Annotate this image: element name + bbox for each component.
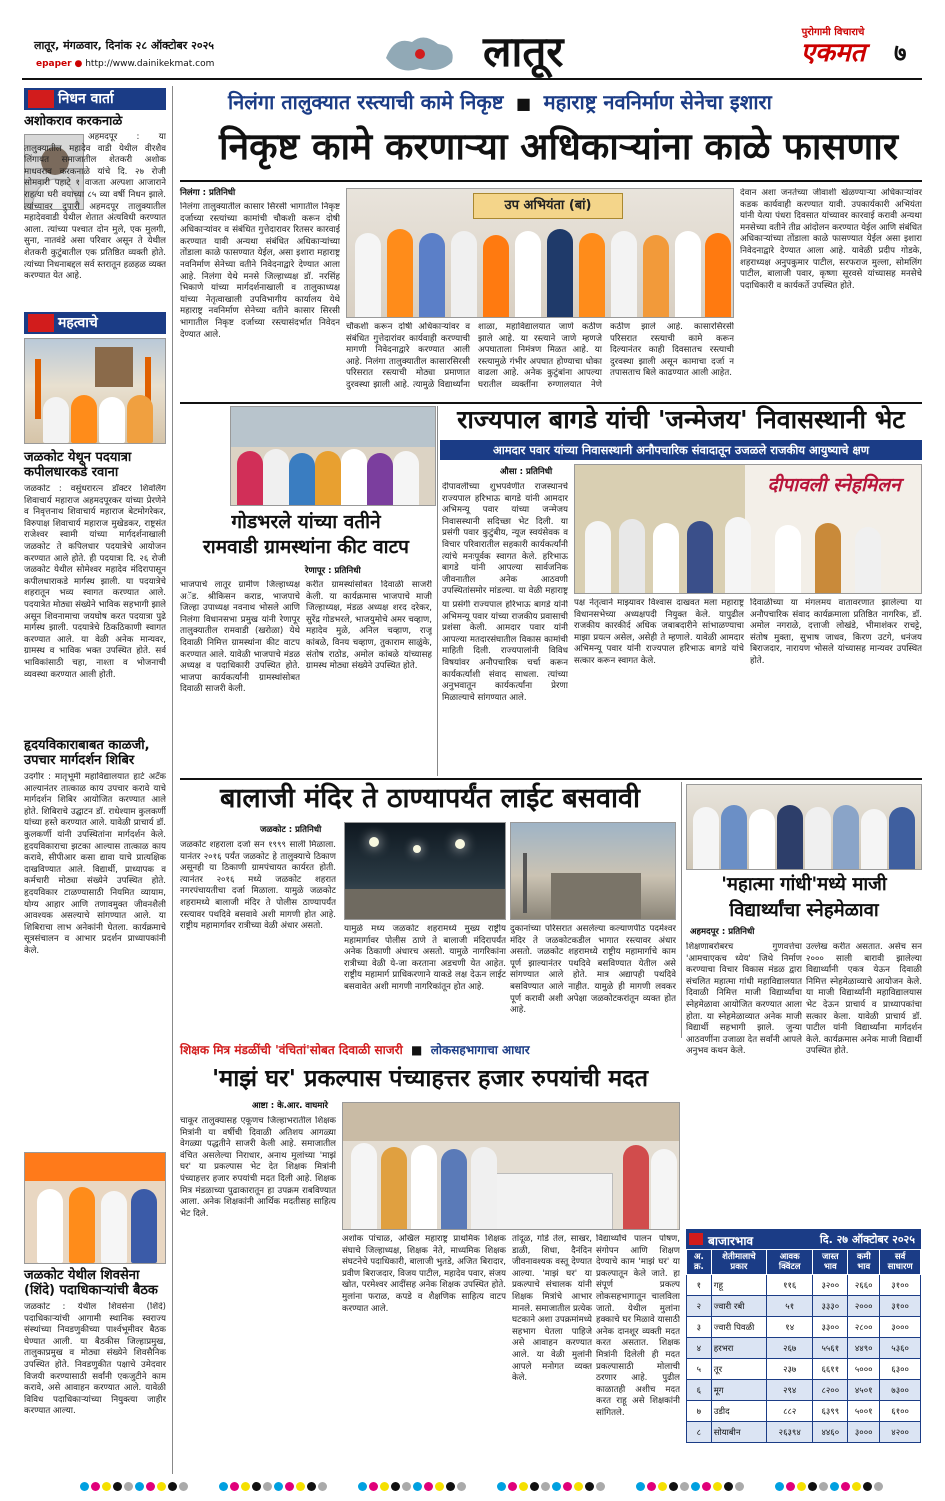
color-bar-dot (241, 1482, 250, 1491)
color-bar-dot (157, 1482, 166, 1491)
color-bar-dot (124, 1482, 133, 1491)
market-cell: ४ (687, 1338, 712, 1359)
color-bar-dot (519, 1482, 528, 1491)
color-bar-dot (274, 1482, 283, 1491)
market-cell: हरभरा (711, 1338, 766, 1359)
obit-section-header: निधन वार्ता (24, 88, 166, 110)
market-cell: ६ (687, 1380, 712, 1401)
section-badge-icon (28, 314, 54, 332)
market-rates-box (686, 1229, 921, 1443)
market-cell: १ (687, 1275, 712, 1296)
header-epaper[interactable] (36, 59, 214, 69)
market-cell: ३३०० (813, 1317, 848, 1338)
market-cell: ३००० (880, 1317, 921, 1338)
color-bar-dot (508, 1482, 517, 1491)
ramwadi-text-col2: करीत ग्रामस्थांसोबत दिवाळी साजरी केली. या कार्यक्रमास भाजपाचे माजी जिल्हाध्यक्ष, मंडळ अध्यक्ष शरद दरेकर, सुरेंद्र गोडभरले, भाजयुमोचे अमर चव्हाण, महादेव मुळे, अनिल चव्हाण, राजू कांबळे, विनय चव्हाण, तुकाराम साळुंके, संतोष राठोड, अमोल कांबळे यांच्यासह ग्रामस्थ मोठ्या संख्येने उपस्थित होते. (306, 580, 432, 672)
header-date: लातूर, मंगळवार, दिनांक २८ ऑक्टोबर २०२५ (34, 39, 215, 52)
ramwadi-photo (230, 406, 436, 506)
market-col-header: शेतीमालाचे प्रकार (711, 1250, 766, 1275)
gandhi-text-col2: उल्लेख करीत असतात. असेच सन २००० साली बारावी झालेल्या विद्यार्थ्यांनी एकत्र येऊन दिवाळी निमित्त स्नेहमेळाव्याचे आयोजन केले. या माजी विद्यार्थ्यांनी महाविद्यालयास भेट देऊन प्राचार्य व प्राध्यापकांचा सत्कार केला. यावेळी प्राचार्य डॉ. पाटील यांनी विद्यार्थ्यांना मार्गदर्शन केले. कार्यक्रमास अनेक माजी विद्यार्थी उपस्थित होते. (806, 942, 922, 1057)
lead-kicker: निलंगा तालुक्यात रस्त्याची कामे निकृष्ट ■ महाराष्ट्र नवनिर्माण सेनेचा इशारा (228, 90, 772, 114)
color-bar-dot (797, 1482, 806, 1491)
section-badge-icon (28, 90, 54, 108)
map-ornament-icon (380, 28, 460, 78)
mid-divider (437, 406, 438, 776)
market-cell: ८८२ (767, 1401, 813, 1422)
lead-headline: निकृष्ट कामे करणाऱ्या अधिकाऱ्यांना काळे फासणार (219, 125, 898, 168)
color-bar-dot (819, 1482, 828, 1491)
color-bar-dot (552, 1482, 561, 1491)
market-cell: सोयाबीन (711, 1422, 766, 1443)
section-badge-icon (689, 1233, 703, 1245)
color-bar-dot (179, 1482, 188, 1491)
market-cell: ८ (687, 1422, 712, 1443)
color-bar-dot (457, 1482, 466, 1491)
market-cell: ५३६० (880, 1338, 921, 1359)
story2-headline: हृदयविकाराबाबत काळजी, उपचार मार्गदर्शन शिबिर (24, 738, 150, 768)
color-bar-dot (541, 1482, 550, 1491)
governor-byline: औसा : प्रतिनिधी (500, 467, 553, 477)
story2-text: उदगीर : मातृभूमी महाविद्यालयात हार्ट अटॅक आल्यानंतर तात्काळ काय उपचार करावे याचे मार्गदर्शन शिबिर आयोजित करण्यात आले होते. शिबिराचे उद्घाटन डॉ. राधेश्याम कुलकर्णी यांच्या हस्ते करण्यात आले. यावेळी प्राचार्य डॉ. कुलकर्णी यांनी उपस्थितांना मार्गदर्शन केले. हृदयविकाराचा झटका आल्यास तात्काळ काय करावे, सीपीआर कसा द्यावा याचे प्रात्यक्षिक दाखविण्यात आले. विद्यार्थी, प्राध्यापक व कर्मचारी मोठ्या संख्येने उपस्थित होते. हृदयविकार टाळण्यासाठी नियमित व्यायाम, योग्य आहार आणि तणावमुक्त जीवनशैली आवश्यक असल्याचे सांगण्यात आले. या शिबिराचा लाभ अनेकांनी घेतला. कार्यक्रमाचे सूत्रसंचालन व आभार प्रदर्शन प्राध्यापकांनी केले. (24, 772, 166, 956)
epaper-url[interactable]: http://www.dainikekmat.com (85, 59, 215, 69)
color-bar-dot (135, 1482, 144, 1491)
market-cell: २ (687, 1296, 712, 1317)
market-header: बाजारभाव दि. २७ ऑक्टोबर २०२५ (686, 1229, 921, 1249)
governor-subhead: आमदार पवार यांच्या निवासस्थानी अनौपचारिक संवादातून उजळले राजकीय आयुष्याचे क्षण (440, 440, 922, 460)
governor-text-col2: या प्रसंगी राज्यपाल हरिभाऊ बागडे यांनी अभिमन्यू पवार यांच्या राजकीय प्रवासाची प्रशंसा केली. आमदार पवार यांनी आपल्या मतदारसंघातील विकास कामांची माहिती दिली. राज्यपालांनी विविध विषयांवर अनौपचारिक चर्चा करून कार्यकर्त्यांशी संवाद साधला. त्यांच्या अनुभवातून कार्यकर्त्यांना प्रेरणा मिळाल्याचे सांगण्यात आले. (442, 600, 568, 703)
maza-ghar-text-col1: चाकूर तालुक्यासह एकूणच जिल्हाभरातील शिक्षक मित्रांनी या वर्षीची दिवाळी अतिशय आगळ्या वेगळ्या पद्धतीने साजरी केली आहे. समाजातील वंचित असलेल्या निराधार, अनाथ मुलांच्या 'माझं घर' या प्रकल्पास भेट देत शिक्षक मित्रांनी पंच्याहत्तर हजार रुपयांची मदत दिली आहे. शिक्षक मित्र मंडळाच्या पुढाकारातून हा उपक्रम राबविण्यात आला. अनेक शिक्षकांनी आर्थिक मदतीसह साहित्य भेट दिले. (180, 1116, 336, 1219)
color-bar-dot (263, 1482, 272, 1491)
market-table (686, 1249, 921, 1443)
page-city-title: लातूर (483, 27, 564, 76)
market-cell: ३००० (848, 1422, 880, 1443)
color-bar-dot (841, 1482, 850, 1491)
lead-photo (346, 188, 734, 318)
color-bar-dot (680, 1482, 689, 1491)
color-bar-dot (830, 1482, 839, 1491)
lead-text-right: देवान अशा जनतेच्या जीवाशी खेळण्याऱ्या अधिकाऱ्यांवर कडक कार्यवाही करण्यात यावी. उपकार्यकारी अभियंता यांनी येत्या पंधरा दिवसात यांच्यावर कारवाई करावी अन्यथा मनसेच्या वतीने तीव्र आंदोलन करण्यात येईल आणि संबंधित अधिकाऱ्यांच्या तोंडाला काळे फासण्यात येईल असा इशारा निवेदनाद्वारे देण्यात आला आहे. यावेळी प्रदीप गोडके, शहराध्यक्ष अनुपकुमार पाटील, सरफराज मुल्ला, सोमलिंग पाटील, बालाजी पवार, कृष्णा सूरवसे यांच्यासह मनसेचे पदाधिकारी व कार्यकर्ते उपस्थित होते. (740, 188, 922, 291)
color-bar-dot (658, 1482, 667, 1491)
market-cell: ६३०० (880, 1359, 921, 1380)
market-col-header: सर्व साधारण (880, 1250, 921, 1275)
photo-banner: उप अभियंता (बां) (473, 193, 623, 219)
ramwadi-text-col1: भाजपाचे लातूर ग्रामीण जिल्हाध्यक्ष अॅड. श्रीकिसन कराड, भाजपाचे जिल्हा उपाध्यक्ष नवनाथ भोसले आणि निलंगा विधानसभा प्रमुख यांनी रेणापूर तालुक्यातील रामवाडी (खरोळा) येथे दिवाळी निमित्त ग्रामस्थांना कीट वाटप करण्यात आले. यावेळी भाजपाचे मंडळ अध्यक्ष व पदाधिकारी उपस्थित होते. भाजपा कार्यकर्त्यांनी ग्रामस्थांसोबत दिवाळी साजरी केली. (180, 580, 300, 695)
market-cell: २९४ (767, 1380, 813, 1401)
color-bar-dot (424, 1482, 433, 1491)
market-cell: गहू (711, 1275, 766, 1296)
market-cell: मूग (711, 1380, 766, 1401)
color-bar-dot (669, 1482, 678, 1491)
balaji-text-col3: दुकानांच्या परिसरात असलेल्या कल्याणपीठ पदमेश्वर मंदिर ते जळकोटकडील भागात रस्त्यावर अंधार असतो. जळकोट शहरामध्ये राष्ट्रीय महामार्गाचे काम पूर्ण झाल्यानंतर पथदिवे बसविण्यात येतील असे सांगण्यात आले होते. मात्र अद्यापही पथदिवे बसविण्यात आले नाहीत. यामुळे ही मागणी लवकर पूर्ण करावी अशी अपेक्षा जळकोटकरांतून व्यक्त होत आहे. (510, 924, 676, 1016)
balaji-text-col2: यामुळे मध्य जळकोट शहरामध्ये मुख्य राष्ट्रीय महामार्गावर पोलीस ठाणे ते बालाजी मंदिरापर्यंत अनेक ठिकाणी अंधारच असतो. यामुळे नागरिकांना रात्रीच्या वेळी ये-जा करताना अडचणी येत आहेत. राष्ट्रीय महामार्ग प्राधिकरणाने याकडे लक्ष देऊन लाईट बसवावेत अशी मागणी नागरिकांतून होत आहे. (344, 924, 506, 992)
market-col-header: अ. क्र. (687, 1250, 712, 1275)
logo-name: एकमत (800, 38, 866, 68)
market-cell: २६३९४ (767, 1422, 813, 1443)
market-col-header: आवक क्विंटल (767, 1250, 813, 1275)
market-cell: ३ (687, 1317, 712, 1338)
market-cell: ७३०० (880, 1380, 921, 1401)
market-cell: ५ (687, 1359, 712, 1380)
color-bar-dot (285, 1482, 294, 1491)
market-cell: ५००० (848, 1359, 880, 1380)
epaper-label: epaper (36, 59, 72, 69)
color-bar-dot (358, 1482, 367, 1491)
color-bar-dot (446, 1482, 455, 1491)
gandhi-byline: अहमदपूर : प्रतिनिधी (690, 927, 755, 937)
market-cell: ४५०१ (848, 1380, 880, 1401)
color-bar-dot (80, 1482, 89, 1491)
maza-ghar-text-col2: अशोक पांचाळ, अखिल महाराष्ट्र प्राथमिक शिक्षक संघाचे जिल्हाध्यक्ष, शिक्षक नेते, माध्यमिक शिक्षक संघटनेचे पदाधिकारी, बालाजी भुतडे, अजित बिरादार, प्रवीण बिराजदार, विजय पाटील, महादेव पवार, संजय खोत, परमेश्वर आदींसह अनेक शिक्षक उपस्थित होते. मुलांना फराळ, कपडे व शैक्षणिक साहित्य वाटप करण्यात आले. (342, 1234, 506, 1314)
table-row (687, 1275, 921, 1296)
color-bar-dot (863, 1482, 872, 1491)
color-bar-dot (636, 1482, 645, 1491)
balaji-headline: बालाजी मंदिर ते ठाण्यापर्यंत लाईट बसवावी (219, 783, 641, 814)
market-cell: ६६११ (813, 1359, 848, 1380)
color-bar-dot (296, 1482, 305, 1491)
page-number: ७ (894, 39, 907, 67)
color-bar-dot (775, 1482, 784, 1491)
color-bar-dot (713, 1482, 722, 1491)
market-cell: २००० (848, 1296, 880, 1317)
color-bar-dot (413, 1482, 422, 1491)
table-row (687, 1359, 921, 1380)
left-column-divider (172, 86, 173, 1474)
color-bar-dot (318, 1482, 327, 1491)
maza-ghar-kicker: शिक्षक मित्र मंडळींची 'वंचितां'सोबत दिवाळी साजरी ■ लोकसहभागाचा आधार (180, 1043, 530, 1057)
balaji-photo-streetlights (344, 822, 506, 920)
market-cell: २६६० (848, 1275, 880, 1296)
table-row (687, 1401, 921, 1422)
color-bar-dot (307, 1482, 316, 1491)
market-cell: ४४९० (848, 1338, 880, 1359)
table-row (687, 1380, 921, 1401)
table-row (687, 1317, 921, 1338)
obit-name: अशोकराव करकनाळे (24, 114, 123, 129)
table-row (687, 1338, 921, 1359)
color-bar-dot (252, 1482, 261, 1491)
color-bar-dot (874, 1482, 883, 1491)
governor-text-col3: पक्ष नेतृत्वाने माझ्यावर विश्वास दाखवत मला महाराष्ट्र विधानसभेच्या अध्यक्षपदी नियुक्त केले. यापुढील राजकीय कारकीर्द अधिक जबाबदारीने सांभाळण्याचा माझा प्रयत्न असेल, असेही ते म्हणाले. यावेळी आमदार अभिमन्यू पवार यांनी राज्यपाल हरिभाऊ बागडे यांचे सत्कार करून स्वागत केले. (574, 598, 744, 666)
market-cell: २३७ (767, 1359, 813, 1380)
color-bar-dot (146, 1482, 155, 1491)
market-cell: ३१०० (880, 1296, 921, 1317)
market-cell: ७ (687, 1401, 712, 1422)
logo-tagline: पुरोगामी विचाराचे (801, 27, 865, 38)
color-bar-dot (230, 1482, 239, 1491)
market-cell: २६७ (767, 1338, 813, 1359)
table-row (687, 1296, 921, 1317)
market-cell: ८२०० (813, 1380, 848, 1401)
color-bar-dot (724, 1482, 733, 1491)
market-cell: ज्वारी पिवळी (711, 1317, 766, 1338)
market-cell: ज्वारी रबी (711, 1296, 766, 1317)
color-bar-dot (168, 1482, 177, 1491)
color-bar-dot (585, 1482, 594, 1491)
story3-headline: जळकोट येथील शिवसेना (शिंदे) पदाधिकाऱ्यांची बैठक (24, 1268, 158, 1298)
color-bar-dot (402, 1482, 411, 1491)
market-cell: ६३९९ (813, 1401, 848, 1422)
color-bar-dot (735, 1482, 744, 1491)
market-cell: ३२०० (813, 1275, 848, 1296)
governor-photo (574, 464, 922, 594)
lead-byline: निलंगा : प्रतिनिधी (180, 188, 236, 198)
color-bar-dot (574, 1482, 583, 1491)
obit-text: अहमदपूर : या तालुक्यातील महादेव वाडी येथील वीरशैव लिंगायत समाजातील शेतकरी अशोक माधवराव करकनाळे यांचे दि. २७ रोजी सोमवारी पहाटे १ वाजता अल्पशा आजाराने राहत्या घरी वयाच्या ८५ व्या वर्षी निधन झाले. त्यांच्यावर दुपारी अहमदपूर तालुक्यातील महादेववाडी येथील शेतात अंत्यविधी करण्यात आला. त्यांच्या पश्चात दोन मुले, एक मुलगी, सुना, नातवंडे असा परिवार असून ते येथील शेतकरी कुटुंबातील एक प्रतिष्ठित व्यक्ती होते. त्यांच्या निधनाबद्दल सर्व स्तरातून हळहळ व्यक्त करण्यात येत आहे. (24, 132, 166, 282)
market-cell: २८०० (848, 1317, 880, 1338)
market-cell: १४ (767, 1317, 813, 1338)
ramwadi-headline: गोडभरले यांच्या वतीने रामवाडी ग्रामस्थांना कीट वाटप (203, 511, 409, 558)
color-bar-dot (91, 1482, 100, 1491)
color-bar-dot (497, 1482, 506, 1491)
market-cell: ५५६१ (813, 1338, 848, 1359)
table-row (687, 1422, 921, 1443)
story1-text: जळकोट : वसुंधरारत्न डॉक्टर शिवलिंग शिवाचार्य महाराज अहमदपूरकर यांच्या प्रेरणेने व निवृत्तनाथ शिवाचार्य महाराज बेटमोगरेकर, विरुपाक्ष शिवाचार्य महाराज मुखेडकर, राष्ट्रसंत राजेश्वर स्वामी यांच्या मार्गदर्शनाखाली जळकोट ते कपिलधार पदयात्रेचे आयोजन करण्यात आले होते. ही पदयात्रा दि. २६ रोजी जळकोट येथील सोमेश्वर महादेव मंदिरापासून कपीलधाराकडे मार्गस्थ झाली. या पदयात्रेचे शहरातून भव्य स्वागत करण्यात आले. पदयात्रेत मोठ्या संख्येने भाविक सहभागी झाले असून शिवनामाचा जयघोष करत पदयात्रा पुढे मार्गस्थ झाली. पदयात्रेचे ठिकठिकाणी स्वागत करण्यात आले. या वेळी अनेक मान्यवर, ग्रामस्थ व भाविक भक्त उपस्थित होते. सर्व भाविकांसाठी चहा, नाश्ता व भोजनाची व्यवस्था करण्यात आली होती. (24, 484, 166, 680)
market-cell: ३३३० (813, 1296, 848, 1317)
color-bar-dot (808, 1482, 817, 1491)
market-cell: उडीद (711, 1401, 766, 1422)
market-col-header: कमी भाव (848, 1250, 880, 1275)
market-cell: ५१ (767, 1296, 813, 1317)
color-bar-dot (113, 1482, 122, 1491)
globe-icon: ● (74, 59, 83, 69)
market-cell: ५००१ (848, 1401, 880, 1422)
governor-photo-banner: दीपावली स्नेहमिलन (767, 474, 901, 496)
maza-ghar-text-col4: विद्यार्थ्यांचे पालन पोषण, संगोपन आणि शिक्षण देण्याचे काम 'माझं घर' या प्रकल्पातून केले जाते. हा संपूर्ण प्रकल्प लोकसहभागातून चालविला जातो. येथील मुलांना हक्काचे घर मिळावे यासाठी अनेक दानशूर व्यक्ती मदत करत असतात. शिक्षक मित्रांनी दिलेली ही मदत प्रकल्पासाठी मोलाची ठरणार आहे. पुढील काळातही अशीच मदत करत राहू असे शिक्षकांनी सांगितले. (596, 1234, 680, 1418)
maza-ghar-byline: आष्टा : के.आर. वाघमारे (252, 1101, 328, 1111)
gandhi-headline: 'महात्मा गांधी'मध्ये माजी विद्यार्थ्यांचा स्नेहमेळावा (721, 874, 887, 921)
lead-text-below-photo: चौकशी करून दोषी अधिकाऱ्यांवर व संबंधित गुत्तेदारांवर कार्यवाही करण्याची मागणी निवेदनाद्वारे करण्यात आली आहे. निलंगा तालुक्यातील कासारसिरसी परिसरात रस्त्याची मोठ्या प्रमाणात दुरवस्था झाली आहे. त्यामुळे विद्यार्थ्यांना शाळा, महाविद्यालयात जाणे कठीण झाले आहे. या रस्त्याने जाणे म्हणजे अपघाताला निमंत्रण मिळत आहे. या रस्त्यामुळे गंभीर अपघात होण्याचा धोका वाढला आहे. अनेक कुटुंबांना आपल्या घरातील व्यक्तींना रुग्णालयात नेणे कठीण झाले आहे. कासारसिरसी परिसरात रस्त्याची कामे करून दिल्यानंतर काही दिवसातच रस्त्याची दुरवस्था झाली असून कामाचा दर्जा न तपासताच बिले काढण्यात आली आहेत. (346, 322, 734, 390)
governor-text-col1: दीपावलीच्या शुभपर्वणीत राजस्थानचे राज्यपाल हरिभाऊ बागडे यांनी आमदार अभिमन्यू पवार यांच्या जन्मेजय निवासस्थानी सदिच्छा भेट दिली. या प्रसंगी पवार कुटुंबीय, न्यूज स्वयंसेवक व विचार परिवारातील सहकारी कार्यकर्त्यांनी त्यांचे मनःपूर्वक स्वागत केले. हरिभाऊ बागडे यांनी आपल्या सार्वजनिक जीवनातील अनेक आठवणी उपस्थितांसमोर मांडल्या. या वेळी महाराष्ट्र (442, 482, 568, 596)
market-cell: ६१०० (880, 1401, 921, 1422)
color-bar-dot (852, 1482, 861, 1491)
story1-headline: जळकोट येथून पदयात्रा कपीलधारकडे रवाना (24, 450, 132, 480)
color-bar-dot (435, 1482, 444, 1491)
maza-ghar-text-col3: तांदूळ, गोडे तेल, साखर, डाळी, शिधा, दैनंदिन जीवनावश्यक वस्तू देण्यात आल्या. 'माझं घर' या प्रकल्पाचे संचालक यांनी शिक्षक मित्रांचे आभार मानले. समाजातील प्रत्येक घटकाने अशा उपक्रमांमध्ये सहभाग घेतला पाहिजे असे आवाहन करण्यात आले. या वेळी मुलांनी आपले मनोगत व्यक्त केले. (512, 1234, 592, 1384)
market-cell: तूर (711, 1359, 766, 1380)
print-color-bar (0, 1482, 945, 1492)
market-cell: ३१०० (880, 1275, 921, 1296)
newspaper-logo (783, 24, 883, 72)
lead-rule (180, 180, 922, 182)
color-bar-dot (786, 1482, 795, 1491)
governor-headline: राज्यपाल बागडे यांची 'जन्मेजय' निवासस्थानी भेट (457, 405, 905, 434)
market-col-header: जास्त भाव (813, 1250, 848, 1275)
padyatra-photo (24, 338, 166, 444)
header-rule (22, 78, 922, 80)
balaji-photo-street (510, 822, 676, 920)
gandhi-photo (686, 784, 922, 870)
color-bar-dot (391, 1482, 400, 1491)
color-bar-dot (702, 1482, 711, 1491)
color-bar-dot (219, 1482, 228, 1491)
market-cell: ४४६० (813, 1422, 848, 1443)
color-bar-dot (380, 1482, 389, 1491)
governor-text-col4: दिवाळीच्या या मंगलमय वातावरणात झालेल्या या अनौपचारिक संवाद कार्यक्रमाला प्रतिष्ठित नागरिक, डॉ. अमोल नगराळे, दत्ताजी लोखंडे, भीमाशंकर राचट्टे, संतोष मुक्ता, सुभाष जाधव, किरण उटगे, धनंजय बिराजदार, नारायण भोसले यांच्यासह मान्यवर उपस्थित होते. (750, 598, 922, 666)
maza-ghar-headline: 'माझं घर' प्रकल्पास पंच्याहत्तर हजार रुपयांची मदत (211, 1064, 649, 1092)
important-section-header: महत्वाचे (24, 312, 166, 334)
color-bar-dot (596, 1482, 605, 1491)
ramwadi-byline: रेणापूर : प्रतिनिधी (305, 566, 361, 576)
gandhi-text-col1: शिक्षणाबरोबरच गुणवत्तेचा 'आमचाएकच ध्येय' जिथे निर्माण करण्याचा विचार विकास मंडळ द्वारा संचलित महात्मा गांधी महाविद्यालयात दिवाळी निमित्त माजी विद्यार्थ्यांचा स्नेहमेळावा आयोजित करण्यात आला होता. या स्नेहमेळाव्यात अनेक माजी विद्यार्थी सहभागी झाले. जुन्या आठवणींना उजाळा देत सर्वांनी आपले अनुभव कथन केले. (686, 942, 802, 1057)
market-cell: ४२०० (880, 1422, 921, 1443)
market-cell: ११६ (767, 1275, 813, 1296)
story3-text: जळकोट : येथील शिवसेना (शिंदे) पदाधिकाऱ्यांची आगामी स्थानिक स्वराज्य संस्थांच्या निवडणुकीच्या पार्श्वभूमीवर बैठक घेण्यात आली. या बैठकीस जिल्हाप्रमुख, तालुकाप्रमुख व मोठ्या संख्येने शिवसैनिक उपस्थित होते. निवडणुकीत पक्षाचे उमेदवार विजयी करण्यासाठी सर्वांनी एकजुटीने काम करावे, असे आवाहन करण्यात आले. यावेळी विविध पदाधिकाऱ्यांच्या नियुक्त्या जाहीर करण्यात आल्या. (24, 1302, 166, 1417)
color-bar-dot (691, 1482, 700, 1491)
balaji-byline: जळकोट : प्रतिनिधी (260, 825, 322, 835)
shivsena-photo (24, 1152, 166, 1264)
color-bar-dot (530, 1482, 539, 1491)
maza-ghar-photo (342, 1102, 680, 1230)
lead-text-col1: निलंगा तालुक्यातील कासार सिरसी भागातील निकृष्ट दर्जाच्या रस्त्यांच्या कामांची चौकशी करून दोषी अधिकाऱ्यांवर व संबंधित गुत्तेदारावर रितसर कारवाई करण्यात यावी अन्यथा संबंधित अधिकाऱ्यांच्या तोंडाला काळे फासण्यात येईल, असा इशारा महाराष्ट्र नवनिर्माण सेनेच्या वतीने निवेदनाद्वारे देण्यात आला आहे. निलंगा येथे मनसे जिल्हाध्यक्ष डॉ. नरसिंह भिकाणे यांच्या मार्गदर्शनाखाली व तालुकाध्यक्ष यांच्या नेतृत्वाखाली उपविभागीय कार्यालय येथे महाराष्ट्र नवनिर्माण सेनेच्या वतीने कासार सिरसी भागातील निकृष्ट दर्जाच्या रस्त्यासंदर्भात निवेदन देण्यात आले. (180, 202, 340, 340)
color-bar-dot (647, 1482, 656, 1491)
color-bar-dot (102, 1482, 111, 1491)
right-divider (681, 782, 682, 1038)
color-bar-dot (369, 1482, 378, 1491)
balaji-text-col1: जळकोट शहराला दर्जा सन १९९९ साली मिळाला. यानंतर २०१६ पर्यंत जळकोट हे तालुक्याचे ठिकाण असूनही या ठिकाणी ग्रामपंचायत कार्यरत होती. त्यानंतर २०१६ मध्ये जळकोट शहरात नगरपंचायतीचा दर्जा मिळाला. यामुळे जळकोट शहरामध्ये बालाजी मंदिर ते पोलीस ठाण्यापर्यंत रस्त्यावर पथदिवे बसवावे अशी मागणी होत आहे. राष्ट्रीय महामार्गावर रात्रीच्या वेळी अंधार असतो. (180, 840, 336, 932)
color-bar-dot (563, 1482, 572, 1491)
